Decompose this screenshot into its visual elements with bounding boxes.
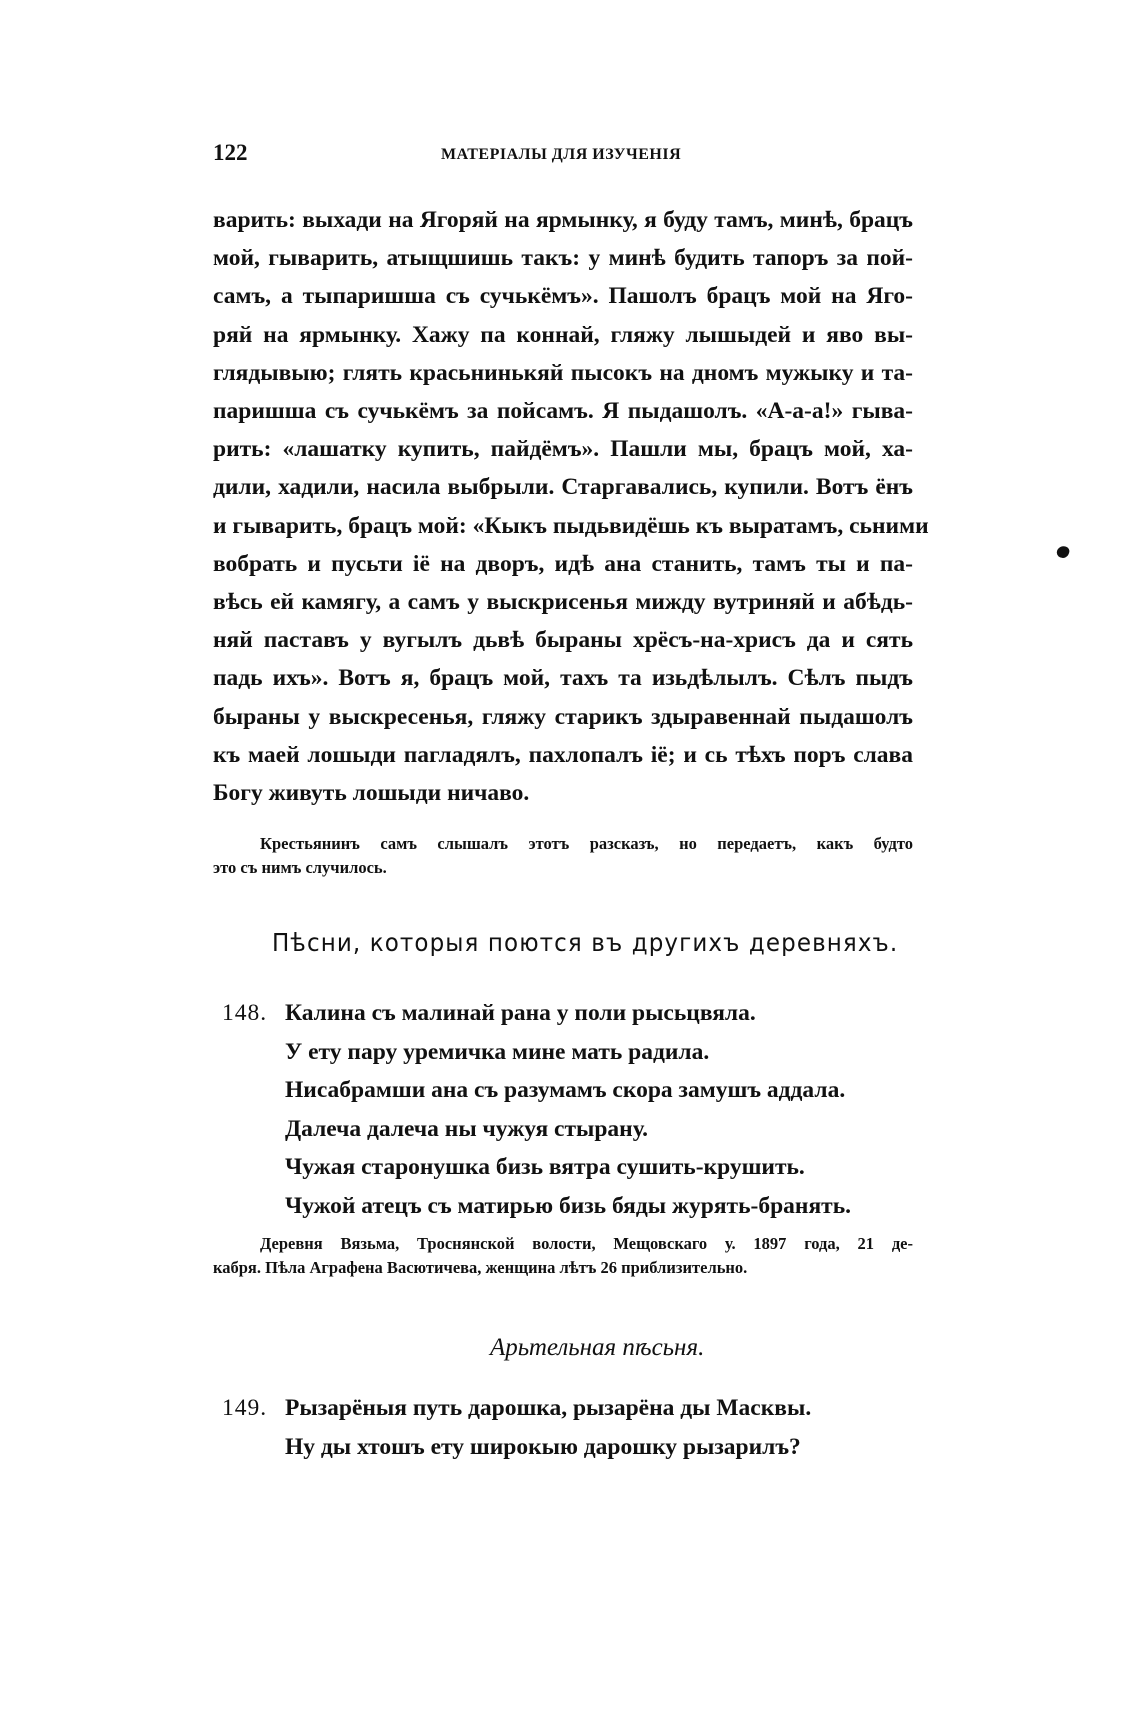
text-line: дили, хадили, насила выбрыли. Старгавались, купили. Вотъ ёнъ — [213, 474, 913, 501]
verse-line — [222, 1389, 811, 1428]
text-line: вѣсь ей камягу, а самъ у выскрисенья мижду вутриняй и абѣдь- — [213, 589, 913, 616]
text-line: ряй на ярмынку. Хажу па коннай, гляжу лышыдей и яво вы- — [213, 321, 913, 348]
text-line: падь ихъ». Вотъ я, брацъ мой, тахъ та изьдѣлылъ. Сѣлъ пыдъ — [213, 665, 913, 692]
text-line: и гыварить, брацъ мой: «Кыкъ пыдьвидёшь къ выратамъ, сьними — [213, 512, 929, 539]
song-148 — [222, 994, 851, 1225]
text-line: варить: выхади на Ягоряй на ярмынку, я буду тамъ, минѣ, брацъ — [213, 207, 913, 233]
verse-text: Калина съ малинай рана у поли рысьцвяла. — [285, 1000, 756, 1026]
note-line: кабря. Пѣла Аграфена Васютичева, женщина лѣтъ 26 приблизительно. — [213, 1258, 748, 1277]
verse-line: Ну ды хтошъ ету широкыю дарошку рызарилъ? — [285, 1433, 801, 1460]
ink-blot-mark — [1055, 544, 1070, 559]
song-number: 148. — [222, 1000, 268, 1026]
text-line: самъ, а тыпаришша съ сучькёмъ». Пашолъ брацъ мой на Яго- — [213, 283, 913, 310]
text-line: паришша съ сучькёмъ за пойсамъ. Я пыдашолъ. «А-а-а!» гыва- — [213, 398, 913, 425]
verse-line: Далеча далеча ны чужуя стырану. — [285, 1115, 648, 1142]
verse-line: Чужая старонушка бизь вятра сушить-крушить. — [285, 1154, 805, 1180]
text-line: рить: «лашатку купить, пайдёмъ». Пашли мы, брацъ мой, ха- — [213, 436, 913, 463]
running-title: МАТЕРІАЛЫ ДЛЯ ИЗУЧЕНІЯ — [441, 146, 682, 163]
note-line: это съ нимъ случилось. — [213, 858, 387, 877]
text-line: быраны у выскресенья, гляжу старикъ здыравеннай пыдашолъ — [213, 703, 913, 730]
verse-line: Чужой атецъ съ матирью бизь бяды журять-бранять. — [285, 1192, 852, 1219]
song-heading: Арьтельная пѣсьня. — [490, 1334, 705, 1361]
running-head — [213, 140, 913, 170]
verse-line — [222, 994, 851, 1033]
text-line: вобрать и пусьти іё на дворъ, идѣ ана станить, тамъ ты и па- — [213, 550, 913, 577]
text-line: Богу живуть лошыди ничаво. — [213, 780, 530, 807]
collection-note — [213, 1232, 913, 1280]
text-line: няй паставъ у вугылъ дьвѣ быраны хрёсъ-на-хрисъ да и сять — [213, 627, 913, 654]
text-line: къ маей лошыди пагладялъ, пахлопалъ іё; и сь тѣхъ поръ слава — [213, 741, 913, 768]
verse-text: Рызарёныя путь дарошка, рызарёна ды Масквы. — [285, 1395, 812, 1421]
song-number: 149. — [222, 1395, 268, 1421]
verse-line: Нисабрамши ана съ разумамъ скора замушъ аддала. — [285, 1077, 846, 1103]
text-line: глядывыю; глять красьнинькяй пысокъ на дномъ мужыку и та- — [213, 359, 913, 386]
text-line: мой, гыварить, атыщшишь такъ: у минѣ будить тапоръ за пой- — [213, 245, 913, 272]
song-149 — [222, 1389, 811, 1466]
page-number: 122 — [213, 140, 248, 165]
story-paragraph — [213, 201, 929, 812]
verse-line: У ету пару уремичка мине мать радила. — [285, 1038, 710, 1065]
note-line: Деревня Вязьма, Троснянской волости, Мещовскаго у. 1897 года, 21 де- — [260, 1234, 913, 1253]
section-heading: Пѣсни, которыя поются въ другихъ деревняхъ. — [272, 928, 899, 957]
note-line: Крестьянинъ самъ слышалъ этотъ разсказъ, но передаетъ, какъ будто — [260, 834, 913, 853]
editorial-note — [213, 832, 913, 880]
